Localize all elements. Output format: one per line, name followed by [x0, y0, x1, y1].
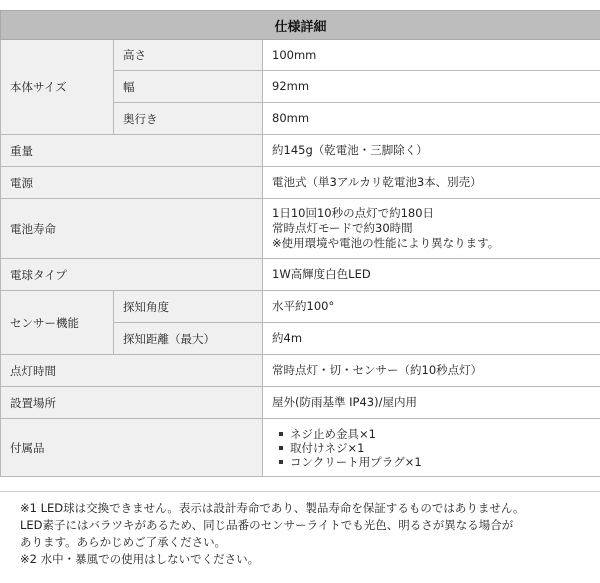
row-label-sensor: センサー機能 — [1, 291, 114, 355]
sub-label-distance: 探知距離（最大） — [114, 323, 263, 355]
table-title: 仕様詳細 — [1, 11, 600, 40]
sub-label-width: 幅 — [114, 71, 263, 103]
table-row — [1, 199, 600, 259]
battery-life-line: 1日10回10秒の点灯で約180日 — [272, 206, 435, 220]
row-label-bulb: 電球タイプ — [1, 259, 263, 291]
value-location: 屋外(防雨基準 IP43)/屋内用 — [263, 387, 600, 419]
battery-life-line: 常時点灯モードで約30時間 — [272, 221, 413, 235]
value-height: 100mm — [263, 40, 600, 71]
table-row — [1, 419, 600, 477]
value-battery-life — [263, 199, 600, 259]
row-label-size: 本体サイズ — [1, 40, 114, 135]
list-item: コンクリート用プラグ×1 — [290, 455, 591, 469]
table-row — [1, 167, 600, 199]
row-label-location: 設置場所 — [1, 387, 263, 419]
battery-life-line: ※使用環境や電池の性能により異なります。 — [272, 236, 500, 250]
table-row — [1, 291, 600, 323]
accessories-list — [272, 427, 591, 469]
sub-label-angle: 探知角度 — [114, 291, 263, 323]
table-row — [1, 40, 600, 71]
table-row — [1, 259, 600, 291]
list-item: ネジ止め金具×1 — [290, 427, 591, 441]
sub-label-depth: 奥行き — [114, 103, 263, 135]
value-bulb: 1W高輝度白色LED — [263, 259, 600, 291]
row-label-lighting-time: 点灯時間 — [1, 355, 263, 387]
table-row — [1, 135, 600, 167]
value-angle: 水平約100° — [263, 291, 600, 323]
table-row — [1, 387, 600, 419]
row-label-weight: 重量 — [1, 135, 263, 167]
value-lighting-time: 常時点灯・切・センサー（約10秒点灯） — [263, 355, 600, 387]
notes — [0, 491, 600, 583]
value-depth: 80mm — [263, 103, 600, 135]
note-line: LED素子にはバラツキがあるため、同じ品番のセンサーライトでも光色、明るさが異なる場合が — [20, 518, 514, 532]
row-label-accessories: 付属品 — [1, 419, 263, 477]
value-weight: 約145g（乾電池・三脚除く） — [263, 135, 600, 167]
note-line: ※2 水中・暴風での使用はしないでください。 — [20, 552, 260, 566]
note-line: あります。あらかじめご了承ください。 — [20, 535, 227, 549]
value-power: 電池式（単3アルカリ乾電池3本、別売） — [263, 167, 600, 199]
spec-table — [0, 10, 600, 477]
note-line: ※1 LED球は交換できません。表示は設計寿命であり、製品寿命を保証するものではありません。 — [20, 501, 525, 515]
list-item: 取付けネジ×1 — [290, 441, 591, 455]
sub-label-height: 高さ — [114, 40, 263, 71]
value-distance: 約4m — [263, 323, 600, 355]
value-width: 92mm — [263, 71, 600, 103]
row-label-battery-life: 電池寿命 — [1, 199, 263, 259]
table-row — [1, 355, 600, 387]
value-accessories — [263, 419, 600, 477]
row-label-power: 電源 — [1, 167, 263, 199]
